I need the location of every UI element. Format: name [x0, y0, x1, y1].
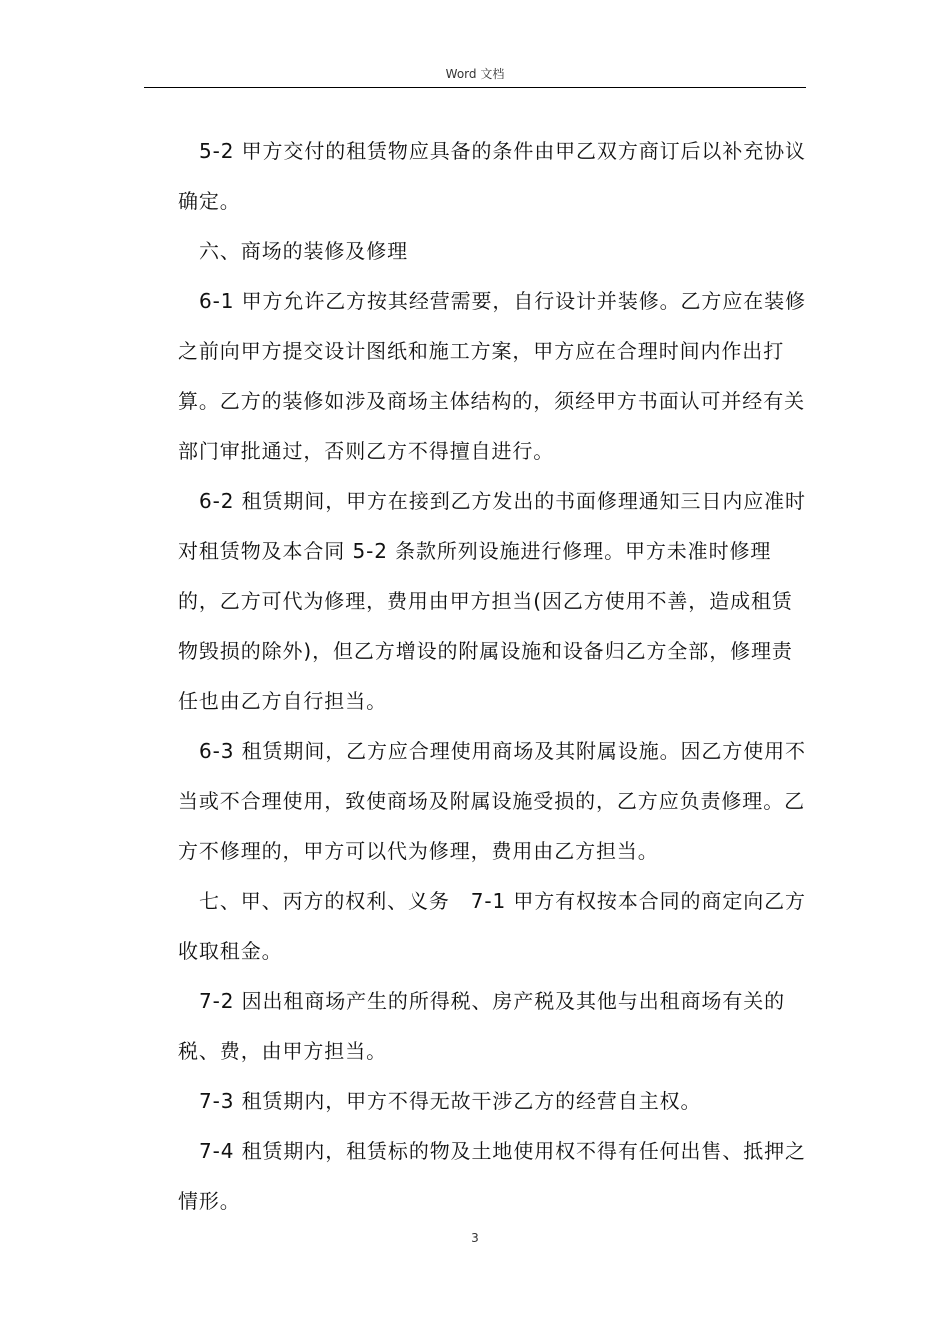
- paragraph-6-1: 6-1 甲方允许乙方按其经营需要，自行设计并装修。乙方应在装修之前向甲方提交设计图纸和施工方案，甲方应在合理时间内作出打算。乙方的装修如涉及商场主体结构的，须经甲方书面认可并经有关部门审批通过，否则乙方不得擅自进行。: [178, 289, 806, 463]
- page-header: Word 文档: [445, 67, 505, 81]
- paragraph-5-2: 5-2 甲方交付的租赁物应具备的条件由甲乙双方商订后以补充协议确定。: [178, 139, 806, 213]
- paragraph-7-3: 7-3 租赁期内，甲方不得无故干涉乙方的经营自主权。: [199, 1089, 702, 1113]
- paragraph-7-4: 7-4 租赁期内，租赁标的物及土地使用权不得有任何出售、抵押之情形。: [178, 1139, 806, 1213]
- section-heading-6: 六、商场的装修及修理: [199, 239, 408, 263]
- paragraph-7-2: 7-2 因出租商场产生的所得税、房产税及其他与出租商场有关的税、费，由甲方担当。: [178, 989, 786, 1063]
- section-heading-7: 七、甲、丙方的权利、义务 7-1 甲方有权按本合同的商定向乙方收取租金。: [178, 889, 806, 963]
- header-divider: [144, 87, 806, 88]
- paragraph-6-2: 6-2 租赁期间，甲方在接到乙方发出的书面修理通知三日内应准时对租赁物及本合同 5-2 条款所列设施进行修理。甲方未准时修理的，乙方可代为修理，费用由甲方担当(因乙方使用不善，造成租赁物毁损的除外)，但乙方增设的附属设施和设备归乙方全部，修理责任也由乙方自行担当。: [178, 489, 806, 713]
- page-number: 3: [471, 1231, 479, 1245]
- paragraph-6-3: 6-3 租赁期间，乙方应合理使用商场及其附属设施。因乙方使用不当或不合理使用，致使商场及附属设施受损的，乙方应负责修理。乙方不修理的，甲方可以代为修理，费用由乙方担当。: [178, 739, 806, 863]
- document-body: [178, 126, 808, 1226]
